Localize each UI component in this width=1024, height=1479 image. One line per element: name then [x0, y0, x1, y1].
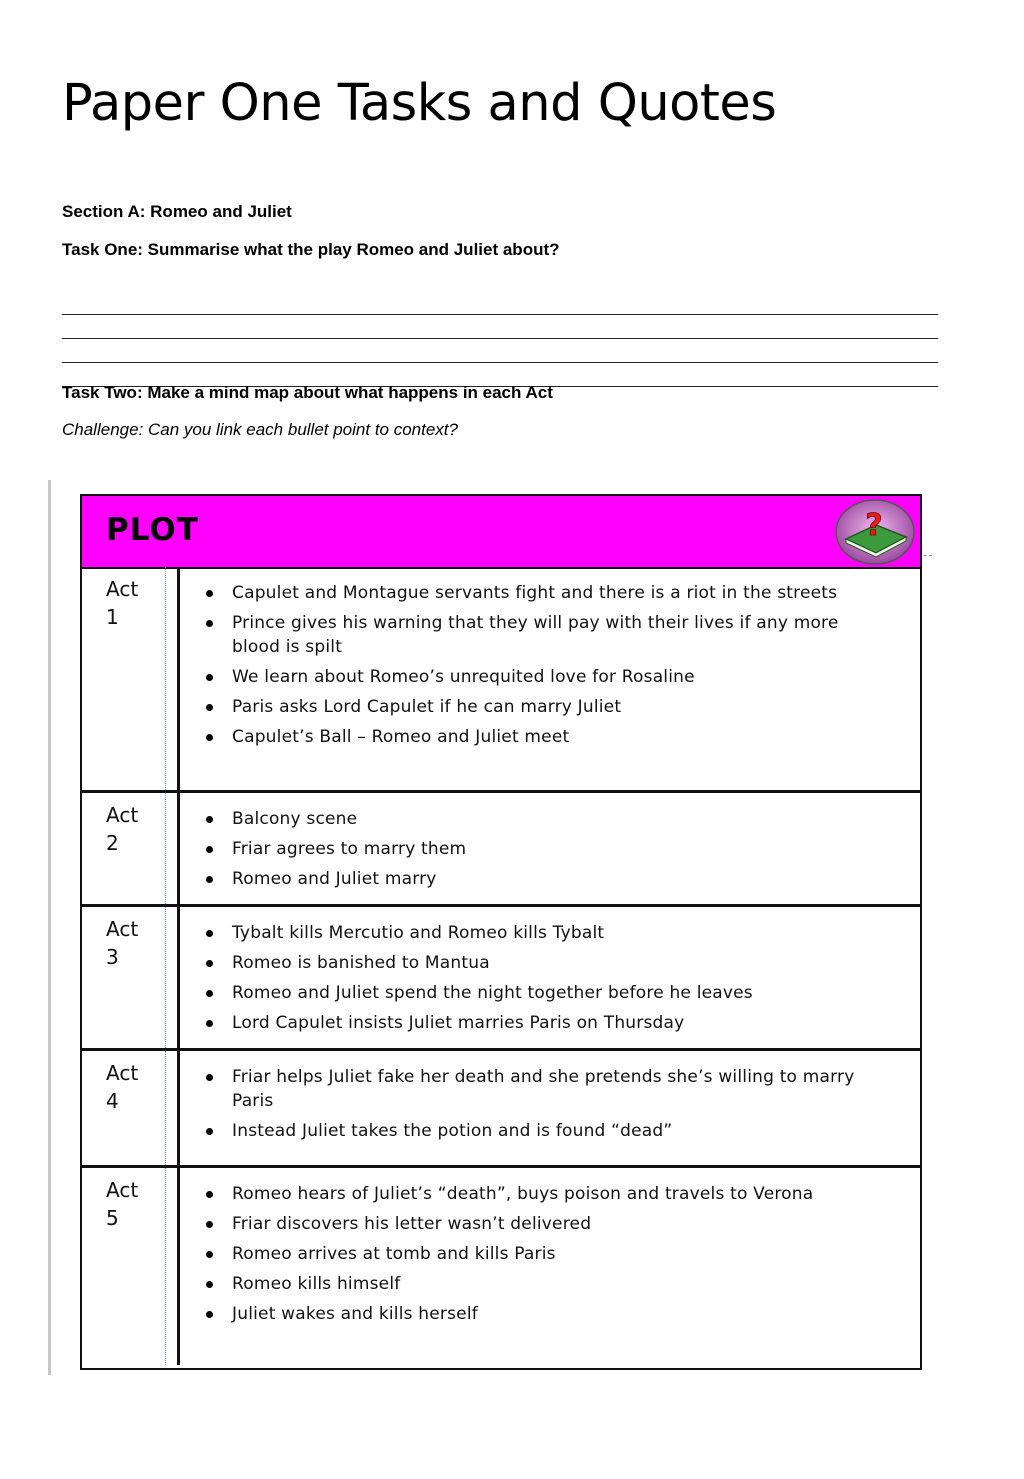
- svg-text:?: ?: [865, 508, 883, 543]
- act-event: Romeo and Juliet marry: [180, 867, 890, 891]
- answer-lines[interactable]: [62, 291, 938, 387]
- act-row-2: [82, 793, 920, 907]
- plot-table: [80, 494, 922, 1370]
- act-event: We learn about Romeo’s unrequited love for Rosaline: [180, 665, 890, 689]
- act-row-4: [82, 1051, 920, 1168]
- act-label-word: Act: [106, 917, 139, 941]
- column-guide: [165, 567, 166, 790]
- act-label-number: 1: [106, 605, 119, 629]
- section-label: Section A: Romeo and Juliet: [62, 202, 292, 221]
- act-row-5: [82, 1168, 920, 1365]
- task-two-prompt: Task Two: Make a mind map about what happens in each Act: [62, 383, 553, 402]
- act-event: Capulet and Montague servants fight and there is a riot in the streets: [180, 581, 890, 605]
- challenge-text: Challenge: Can you link each bullet point to context?: [62, 420, 458, 439]
- act-label: [106, 1176, 138, 1232]
- plot-header: [82, 496, 920, 569]
- act-label-word: Act: [106, 803, 139, 827]
- margin-rule: [48, 480, 51, 1375]
- act-event: Romeo kills himself: [180, 1272, 890, 1296]
- column-guide: [165, 1051, 166, 1165]
- act-event: Romeo hears of Juliet’s “death”, buys poison and travels to Verona: [180, 1182, 890, 1206]
- column-guide: [165, 793, 166, 904]
- act-label-number: 4: [106, 1089, 119, 1113]
- act-event: Instead Juliet takes the potion and is found “dead”: [180, 1119, 890, 1143]
- act-label: [106, 915, 138, 971]
- act-label-word: Act: [106, 1061, 139, 1085]
- book-question-icon: [834, 499, 916, 565]
- act-event: Lord Capulet insists Juliet marries Paris on Thursday: [180, 1011, 890, 1035]
- act-event: Paris asks Lord Capulet if he can marry Juliet: [180, 695, 890, 719]
- answer-line[interactable]: [62, 291, 938, 315]
- act-event: Romeo arrives at tomb and kills Paris: [180, 1242, 890, 1266]
- act-event: Prince gives his warning that they will pay with their lives if any more blood is spilt: [180, 611, 890, 659]
- column-guide: [165, 907, 166, 1048]
- act-event: Juliet wakes and kills herself: [180, 1302, 890, 1326]
- act-label-number: 5: [106, 1206, 119, 1230]
- plot-heading: PLOT: [106, 512, 199, 548]
- act-event: Capulet’s Ball – Romeo and Juliet meet: [180, 725, 890, 749]
- act-event-list: [180, 1065, 890, 1149]
- task-one-prompt: Task One: Summarise what the play Romeo and Juliet about?: [62, 240, 560, 259]
- act-event: Friar helps Juliet fake her death and she pretends she’s willing to marry Paris: [180, 1065, 890, 1113]
- answer-line[interactable]: [62, 315, 938, 339]
- act-label: [106, 1059, 138, 1115]
- act-label-word: Act: [106, 577, 139, 601]
- act-event-list: [180, 807, 890, 897]
- act-label: [106, 575, 138, 631]
- act-event: Romeo is banished to Mantua: [180, 951, 890, 975]
- act-event-list: [180, 921, 890, 1041]
- act-row-1: [82, 567, 920, 793]
- act-label: [106, 801, 138, 857]
- act-label-number: 3: [106, 945, 119, 969]
- act-event: Balcony scene: [180, 807, 890, 831]
- column-guide: [165, 1168, 166, 1365]
- act-event: Friar agrees to marry them: [180, 837, 890, 861]
- page-title: Paper One Tasks and Quotes: [62, 74, 777, 133]
- act-row-3: [82, 907, 920, 1051]
- act-event-list: [180, 581, 890, 755]
- act-event: Romeo and Juliet spend the night together before he leaves: [180, 981, 890, 1005]
- act-event: Friar discovers his letter wasn’t delivered: [180, 1212, 890, 1236]
- act-event: Tybalt kills Mercutio and Romeo kills Tybalt: [180, 921, 890, 945]
- act-label-word: Act: [106, 1178, 139, 1202]
- answer-line[interactable]: [62, 339, 938, 363]
- act-label-number: 2: [106, 831, 119, 855]
- act-event-list: [180, 1182, 890, 1332]
